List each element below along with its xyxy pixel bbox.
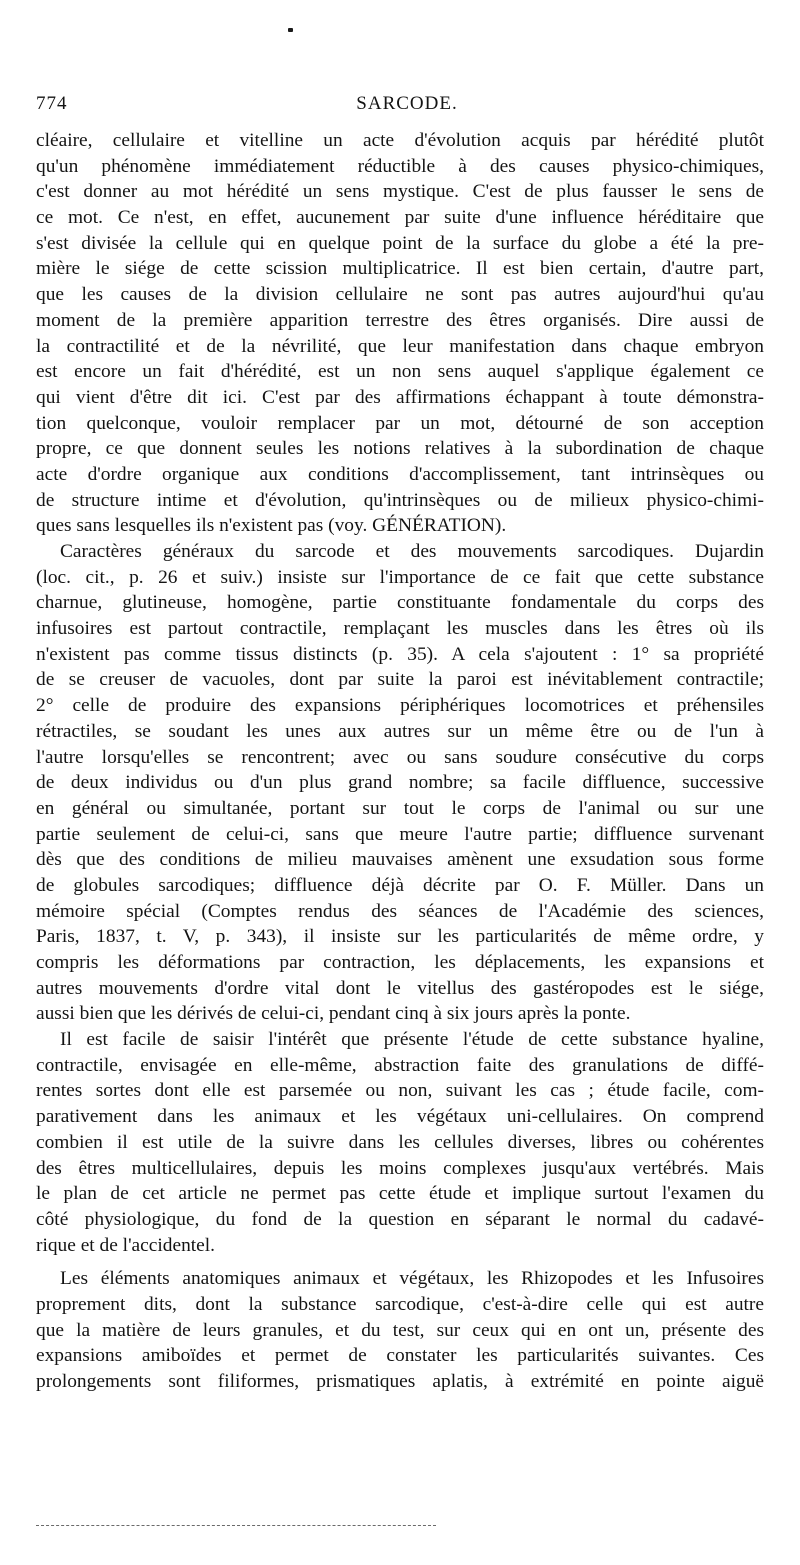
text-line: rique et de l'accidentel. [36, 1234, 215, 1256]
page-number: 774 [36, 93, 68, 114]
text-line: mière le siége de cette scission multiplicatrice. Il est bien certain, d'autre part, [36, 258, 764, 280]
text-line: Paris, 1837, t. V, p. 343), il insiste sur les particularités de même ordre, y [36, 926, 764, 948]
text-line: le plan de cet article ne permet pas cette étude et implique surtout l'examen du [36, 1183, 764, 1205]
text-line: en général ou simultanée, portant sur tout le corps de l'animal ou sur une [36, 797, 764, 819]
text-line: (loc. cit., p. 26 et suiv.) insiste sur l'importance de ce fait que cette substance [36, 566, 764, 588]
text-line: mémoire spécial (Comptes rendus des séances de l'Académie des sciences, [36, 900, 764, 922]
text-line: Il est facile de saisir l'intérêt que présente l'étude de cette substance hyaline, [60, 1029, 764, 1051]
text-line: s'est divisée la cellule qui en quelque point de la surface du globe a été la pre- [36, 232, 764, 254]
text-line: la contractilité et de la névrilité, que leur manifestation dans chaque embryon [36, 335, 764, 357]
text-line: parativement dans les animaux et les végétaux uni-cellulaires. On comprend [36, 1106, 764, 1128]
body-text [36, 128, 764, 1395]
text-line: que les causes de la division cellulaire ne sont pas autres aujourd'hui qu'au [36, 284, 764, 306]
text-line: expansions amiboïdes et permet de constater les particularités suivantes. Ces [36, 1345, 764, 1367]
text-line: charnue, glutineuse, homogène, partie constituante fondamentale du corps des [36, 592, 764, 614]
text-line: de deux individus ou d'un plus grand nombre; sa facile diffluence, successive [36, 772, 764, 794]
text-line: ques sans lesquelles ils n'existent pas (voy. GÉNÉRATION). [36, 515, 507, 537]
text-line: qu'un phénomène immédiatement réductible à des causes physico-chimiques, [36, 155, 764, 177]
text-line: rétractiles, se soudant les unes aux autres sur un même être ou de l'un à [36, 720, 764, 742]
text-line: qui vient d'être dit ici. C'est par des affirmations échappant à toute démonstra- [36, 386, 764, 408]
text-line: est encore un fait d'hérédité, est un non sens auquel s'applique également ce [36, 361, 764, 383]
text-line: moment de la première apparition terrestre des êtres organisés. Dire aussi de [36, 309, 764, 331]
text-line: contractile, envisagée en elle-même, abstraction faite des granulations de diffé- [36, 1054, 764, 1076]
text-line: des êtres multicellulaires, depuis les moins complexes jusqu'aux vertébrés. Mais [36, 1157, 764, 1179]
text-line: que la matière de leurs granules, et du test, sur ceux qui en ont un, présente des [36, 1319, 764, 1341]
text-line: autres mouvements d'ordre vital dont le vitellus des gastéropodes est le siége, [36, 977, 764, 999]
text-line: combien il est utile de la suivre dans les cellules diverses, libres ou cohérentes [36, 1131, 764, 1153]
text-line: partie seulement de celui-ci, sans que meure l'autre partie; diffluence survenant [36, 823, 764, 845]
text-line: Les éléments anatomiques animaux et végétaux, les Rhizopodes et les Infusoires [60, 1268, 764, 1290]
text-line: de structure intime et d'évolution, qu'intrinsèques ou de milieux physico-chimi- [36, 489, 764, 511]
text-line: 2° celle de produire des expansions périphériques locomotrices et préhensiles [36, 695, 764, 717]
text-line: aussi bien que les dérivés de celui-ci, pendant cinq à six jours après la ponte. [36, 1003, 631, 1025]
running-title: SARCODE. [356, 93, 458, 114]
text-line: rentes sortes dont elle est parsemée ou non, suivant les cas ; étude facile, com- [36, 1080, 764, 1102]
text-line: cléaire, cellulaire et vitelline un acte d'évolution acquis par hérédité plutôt [36, 130, 764, 151]
text-line: n'existent pas comme tissus distincts (p. 35). A cela s'ajoutent : 1° sa propriété [36, 643, 764, 665]
text-line: proprement dits, dont la substance sarcodique, c'est-à-dire celle qui est autre [36, 1293, 764, 1315]
text-line: prolongements sont filiformes, prismatiques aplatis, à extrémité en pointe aiguë [36, 1371, 764, 1392]
print-speck [288, 28, 293, 32]
text-line: propre, ce que donnent seules les notions relatives à la subordination de chaque [36, 438, 764, 460]
text-line: tion quelconque, vouloir remplacer par un mot, détourné de son acception [36, 412, 764, 434]
text-line: ce mot. Ce n'est, en effet, aucunement par suite d'une influence héréditaire que [36, 207, 764, 229]
text-line: Caractères généraux du sarcode et des mouvements sarcodiques. Dujardin [60, 541, 764, 562]
page-header [36, 93, 764, 123]
text-line: l'autre lorsqu'elles se rencontrent; avec ou sans soudure consécutive du corps [36, 746, 764, 768]
text-line: de globules sarcodiques; diffluence déjà décrite par O. F. Müller. Dans un [36, 874, 764, 896]
text-line: compris les déformations par contraction, les déplacements, les expansions et [36, 952, 764, 973]
text-line: de se creuser de vacuoles, dont par suite la paroi est inévitablement contractile; [36, 669, 764, 691]
paragraph-gap [36, 1258, 764, 1266]
text-line: c'est donner au mot hérédité un sens mystique. C'est de plus fausser le sens de [36, 181, 764, 203]
text-line: acte d'ordre organique aux conditions d'accomplissement, tant intrinsèques ou [36, 463, 764, 485]
text-line: infusoires est partout contractile, remplaçant les muscles dans les êtres où ils [36, 618, 764, 640]
footer-rule [36, 1525, 436, 1526]
text-line: côté physiologique, du fond de la question en séparant le normal du cadavé- [36, 1208, 764, 1230]
text-line: dès que des conditions de milieu mauvaises amènent une exsudation sous forme [36, 849, 764, 871]
